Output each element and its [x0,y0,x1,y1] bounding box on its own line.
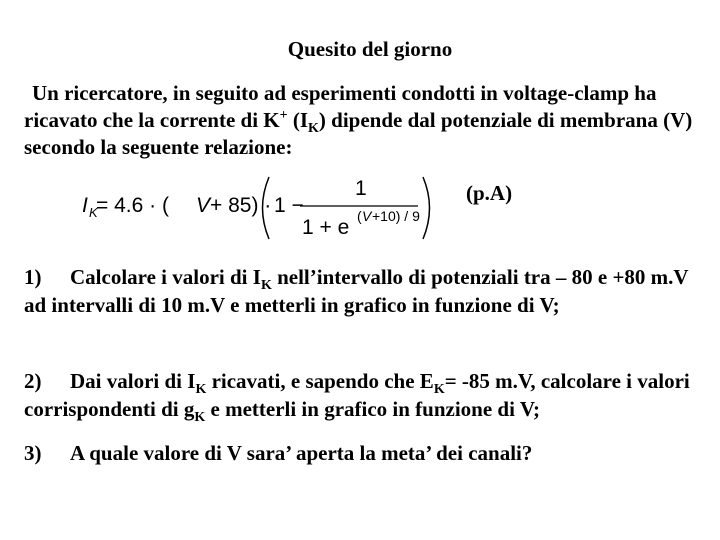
formula-numerator: 1 [355,177,367,200]
unit-label: (p.A) [466,181,513,205]
question-1-number: 1) [24,265,42,289]
question-2 [24,367,714,426]
intro-text-1: Un ricercatore, in seguito ad esperimenti condotti in voltage-clamp ha ricavato che la corrente di K [24,81,657,132]
question-1 [24,263,714,319]
formula-lhs-i: I [82,194,88,217]
formula-exp-v: V [362,208,372,224]
intro-paragraph [24,80,714,161]
question-1-sub: K [260,278,272,294]
question-2-text-c: = -85 m.V, calcolare i valori corrispondenti di g [24,369,690,421]
question-3-text-a: A quale valore di V sara’ aperta la meta’ dei canali? [70,441,533,465]
question-2-text-d: e metterli in grafico in funzione di V; [205,397,541,421]
page-title: Quesito del giorno [287,37,453,61]
formula-right-paren [423,177,430,239]
intro-text-3: ) dipende dal potenziale di membrana (V) secondo la seguente relazione: [24,108,693,159]
question-2-text-b: ricavati, e sapendo che E [206,369,434,393]
question-2-sub-3: K [194,410,206,426]
formula-v1: V [196,194,211,217]
formula-graphic [76,173,446,243]
intro-text-2: (I [287,108,309,132]
formula-coef: = 4.6 · ( [96,194,169,217]
formula [76,173,446,243]
formula-lhs-k: K [89,205,98,220]
question-2-sub-2: K [433,382,445,398]
question-2-sub: K [195,382,207,398]
formula-one-minus: 1 − [274,194,304,217]
question-1-text-a: Calcolare i valori di I [70,265,261,289]
formula-exp-rest: +10) / 9 [372,208,420,224]
formula-exp-open: ( [357,208,362,224]
question-1-text-b: nell’intervallo di potenziali tra – 80 e +80 m.V ad intervalli di 10 m.V e metterli in grafico in funzione di V; [24,265,689,317]
question-3-number: 3) [24,441,42,465]
question-2-text-a: Dai valori di I [70,369,196,393]
formula-den-base: 1 + e [302,216,350,239]
question-3 [24,440,714,467]
formula-plus85: + 85) · [210,194,272,217]
intro-sub-k: K [308,121,319,137]
question-2-number: 2) [24,369,42,393]
intro-sup-plus: + [279,108,288,123]
